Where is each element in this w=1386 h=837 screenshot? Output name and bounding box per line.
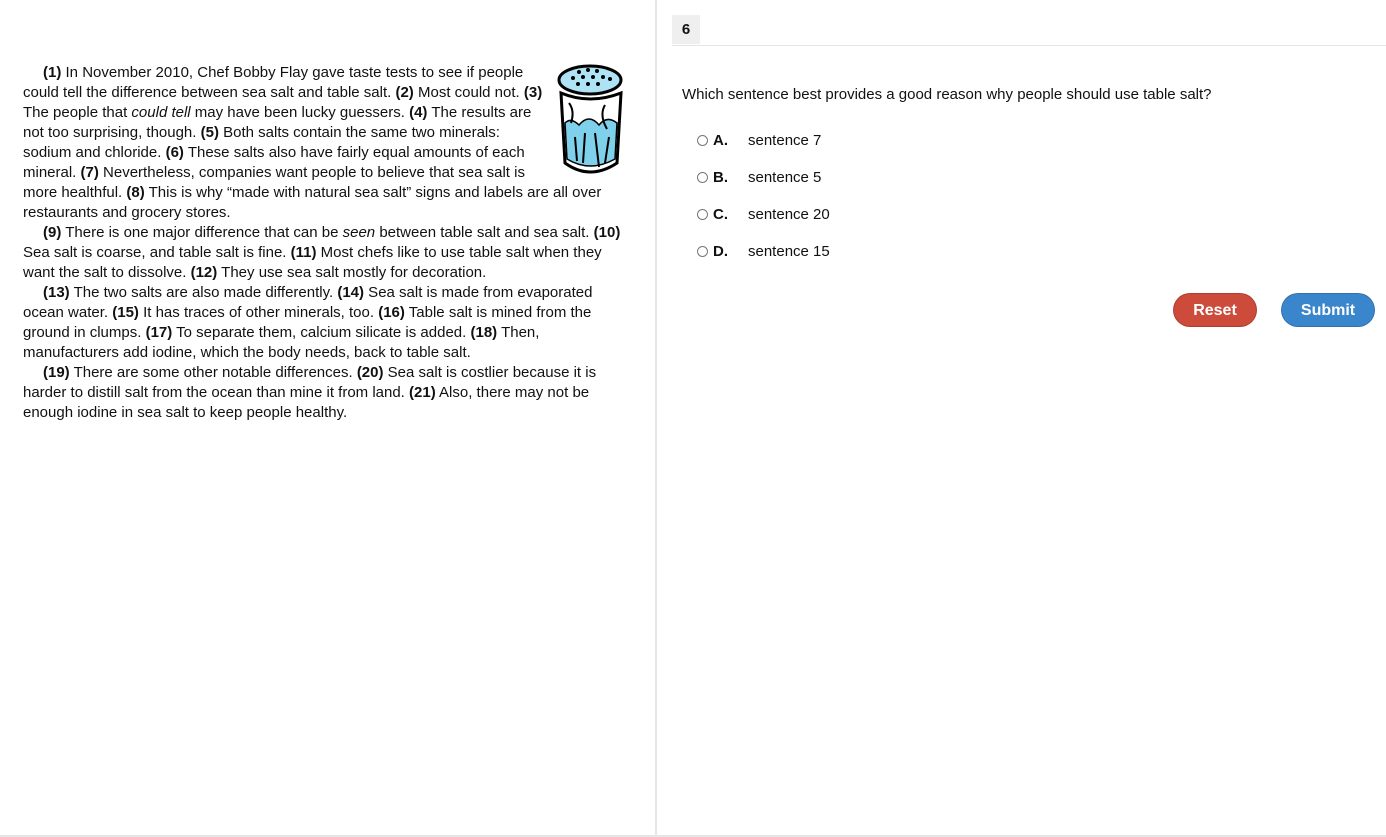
passage-paragraphs [23, 63, 625, 423]
sentence-text: There is one major difference that can be [61, 224, 343, 241]
sentence-number: (18) [470, 324, 498, 341]
submit-button[interactable]: Submit [1281, 293, 1375, 327]
option-text: sentence 7 [748, 132, 822, 149]
sentence-text: Most could not. [413, 84, 524, 101]
radio-button[interactable] [697, 209, 708, 220]
sentence-text: Table salt is mined from the ground in clumps. [23, 304, 592, 341]
sentence-number: (19) [43, 364, 70, 381]
question-pane [657, 0, 1386, 835]
option-text: sentence 15 [748, 243, 830, 260]
passage-paragraph [23, 283, 625, 363]
sentence-text: There are some other notable differences. [69, 364, 357, 381]
sentence-number: (2) [395, 84, 414, 101]
sentence-text: Then, manufacturers add iodine, which the body needs, back to table salt. [23, 324, 540, 361]
radio-button[interactable] [697, 172, 708, 183]
radio-button[interactable] [697, 246, 708, 257]
salt-shaker-icon [555, 63, 625, 179]
sentence-number: (10) [593, 224, 621, 241]
sentence-text: Sea salt is made from evaporated ocean water. [23, 284, 593, 321]
answer-option[interactable] [697, 159, 830, 196]
sentence-number: (16) [378, 304, 405, 321]
answer-option[interactable] [697, 233, 830, 270]
sentence-number: (9) [43, 224, 62, 241]
emphasized-text: could tell [131, 104, 191, 121]
sentence-number: (12) [190, 264, 218, 281]
reading-passage [23, 63, 625, 423]
sentence-number: (17) [145, 324, 173, 341]
sentence-text: To separate them, calcium silicate is added. [172, 324, 471, 341]
sentence-text: Sea salt is coarse, and table salt is fine. [23, 244, 291, 261]
answer-option[interactable] [697, 122, 830, 159]
sentence [395, 84, 523, 101]
sentence-number: (15) [112, 304, 139, 321]
sentence-text: between table salt and sea salt. [375, 224, 594, 241]
question-number-badge: 6 [672, 15, 700, 44]
sentence-number: (6) [165, 144, 184, 161]
sentence-text: In November 2010, Chef Bobby Flay gave taste tests to see if people could tell the difference between sea salt and table salt. [23, 64, 524, 101]
sentence-text: It has traces of other minerals, too. [138, 304, 379, 321]
reset-button[interactable]: Reset [1173, 293, 1257, 327]
sentence-text: This is why “made with natural sea salt” signs and labels are all over restaurants and grocery stores. [23, 184, 602, 221]
sentence-number: (13) [43, 284, 70, 301]
sentence-number: (5) [200, 124, 219, 141]
sentence [43, 224, 594, 241]
sentence-text: Also, there may not be enough iodine in sea salt to keep people healthy. [23, 384, 590, 421]
sentence-number: (4) [409, 104, 428, 121]
sentence [43, 284, 337, 301]
sentence-text: These salts also have fairly equal amounts of each mineral. [23, 144, 525, 181]
emphasized-text: seen [342, 224, 376, 241]
passage-paragraph [23, 363, 625, 423]
question-prompt: Which sentence best provides a good reason why people should use table salt? [682, 86, 1212, 103]
option-letter: D. [713, 243, 728, 260]
sentence-number: (14) [337, 284, 365, 301]
answer-options [697, 122, 830, 270]
sentence-text: The two salts are also made differently. [69, 284, 338, 301]
sentence-text: Nevertheless, companies want people to believe that sea salt is more healthful. [23, 164, 525, 201]
sentence-number: (1) [43, 64, 62, 81]
sentence [112, 304, 378, 321]
sentence [43, 364, 357, 381]
sentence-text: Sea salt is costlier because it is harder to distill salt from the ocean than mine it from land. [23, 364, 597, 401]
sentence-text: The results are not too surprising, though. [23, 104, 532, 141]
header-divider [672, 45, 1386, 46]
radio-button[interactable] [697, 135, 708, 146]
option-letter: B. [713, 169, 728, 186]
sentence-text: The people that [23, 104, 132, 121]
sentence [191, 264, 487, 281]
sentence [146, 324, 471, 341]
option-text: sentence 20 [748, 206, 830, 223]
sentence-text: They use sea salt mostly for decoration. [217, 264, 487, 281]
sentence-text: Both salts contain the same two minerals: sodium and chloride. [23, 124, 500, 161]
sentence-text: Most chefs like to use table salt when they want the salt to dissolve. [23, 244, 602, 281]
passage-paragraph [23, 223, 625, 283]
sentence-number: (3) [523, 84, 543, 101]
answer-option[interactable] [697, 196, 830, 233]
sentence-number: (20) [356, 364, 384, 381]
passage-pane [0, 0, 655, 835]
sentence-number: (21) [409, 384, 436, 401]
sentence-number: (11) [290, 244, 317, 261]
passage-paragraph [23, 63, 625, 223]
option-letter: A. [713, 132, 728, 149]
sentence-number: (8) [126, 184, 145, 201]
sentence-number: (7) [80, 164, 99, 181]
option-text: sentence 5 [748, 169, 822, 186]
sentence-text: may have been lucky guessers. [190, 104, 410, 121]
option-letter: C. [713, 206, 728, 223]
